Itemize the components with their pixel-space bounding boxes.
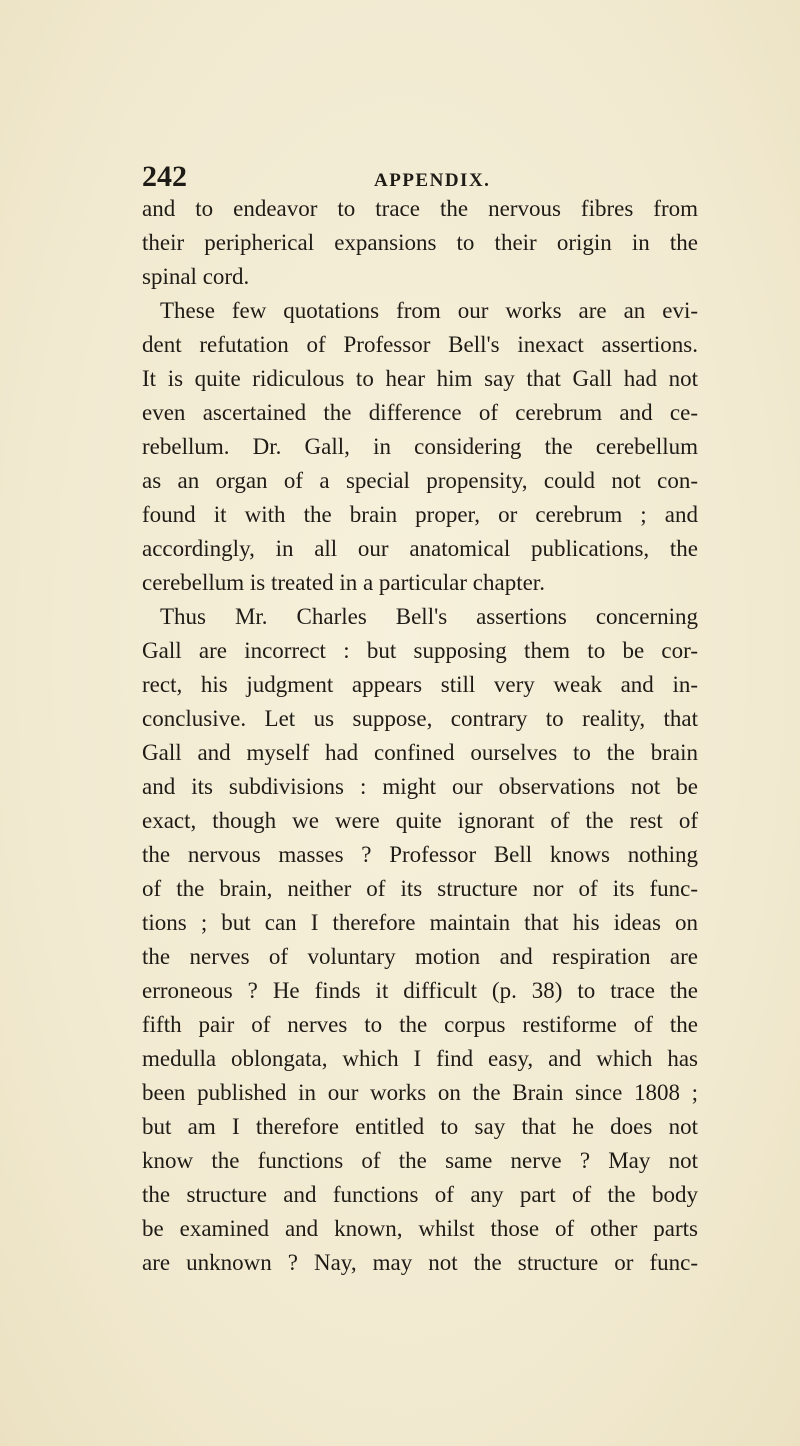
text-line: and to endeavor to trace the nervous fibres from — [142, 196, 698, 221]
text-line: Gall are incorrect : but supposing them to be cor- — [142, 638, 698, 663]
text-line: medulla oblongata, which I find easy, and which has — [142, 1046, 698, 1071]
text-line: cerebellum is treated in a particular chapter. — [142, 570, 545, 595]
text-line: the nerves of voluntary motion and respiration are — [142, 944, 698, 969]
text-line: dent refutation of Professor Bell's inexact assertions. — [142, 332, 698, 357]
text-line: accordingly, in all our anatomical publications, the — [142, 536, 698, 561]
text-line: are unknown ? Nay, may not the structure or func- — [142, 1250, 698, 1275]
text-line: rebellum. Dr. Gall, in considering the cerebellum — [142, 434, 698, 459]
text-line: even ascertained the difference of cerebrum and ce- — [142, 400, 698, 425]
text-line: be examined and known, whilst those of other parts — [142, 1216, 698, 1241]
body-text — [142, 192, 698, 1280]
text-line: know the functions of the same nerve ? May not — [142, 1148, 698, 1173]
text-line: spinal cord. — [142, 264, 250, 289]
page-number: 242 — [142, 160, 187, 193]
text-line: the structure and functions of any part of the body — [142, 1182, 698, 1207]
text-line: been published in our works on the Brain since 1808 ; — [142, 1080, 698, 1105]
text-line: as an organ of a special propensity, could not con- — [142, 468, 698, 493]
text-line: found it with the brain proper, or cerebrum ; and — [142, 502, 698, 527]
text-line: It is quite ridiculous to hear him say that Gall had not — [142, 366, 698, 391]
text-line: the nervous masses ? Professor Bell knows nothing — [142, 842, 698, 867]
text-line: but am I therefore entitled to say that he does not — [142, 1114, 698, 1139]
text-line: rect, his judgment appears still very weak and in- — [142, 672, 698, 697]
text-line: Gall and myself had confined ourselves to the brain — [142, 740, 698, 765]
text-line: conclusive. Let us suppose, contrary to reality, that — [142, 706, 698, 731]
text-line: and its subdivisions : might our observations not be — [142, 774, 698, 799]
text-line: their peripherical expansions to their origin in the — [142, 230, 698, 255]
text-line: tions ; but can I therefore maintain that his ideas on — [142, 910, 698, 935]
text-line: These few quotations from our works are an evi- — [160, 298, 698, 323]
text-line: Thus Mr. Charles Bell's assertions concerning — [160, 604, 698, 629]
text-line: of the brain, neither of its structure nor of its func- — [142, 876, 698, 901]
text-line: exact, though we were quite ignorant of the rest of — [142, 808, 698, 833]
text-line: erroneous ? He finds it difficult (p. 38) to trace the — [142, 978, 698, 1003]
text-line: fifth pair of nerves to the corpus restiforme of the — [142, 1012, 698, 1037]
running-head: APPENDIX. — [374, 170, 491, 191]
